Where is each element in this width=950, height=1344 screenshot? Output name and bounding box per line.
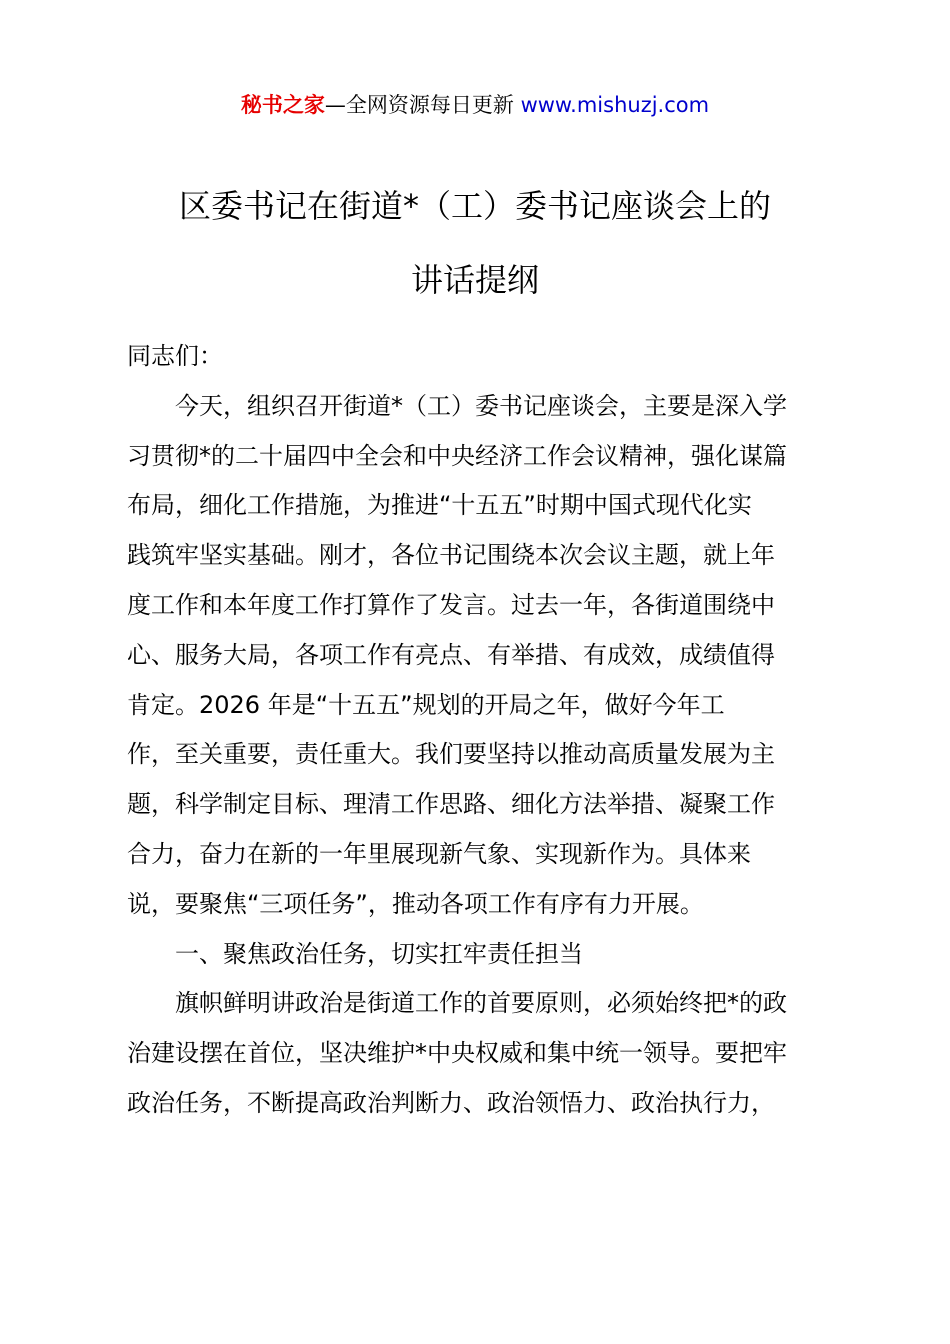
paragraph-line: 度工作和本年度工作打算作了发言。过去一年，各街道围绕中 xyxy=(127,590,775,619)
section-heading: 一、聚焦政治任务，切实扛牢责任担当 xyxy=(175,939,583,968)
paragraph-line: 政治任务，不断提高政治判断力、政治领悟力、政治执行力， xyxy=(127,1088,775,1117)
paragraph-line: 心、服务大局，各项工作有亮点、有举措、有成效，成绩值得 xyxy=(127,640,775,669)
paragraph-line: 题，科学制定目标、理清工作思路、细化方法举措、凝聚工作 xyxy=(127,790,775,819)
site-header xyxy=(0,88,950,122)
document-title-line-1: 区委书记在街道*（工）委书记座谈会上的 xyxy=(178,187,771,225)
brand-name: 秘书之家 xyxy=(240,93,325,117)
paragraph-line: 践筑牢坚实基础。刚才，各位书记围绕本次会议主题，就上年 xyxy=(127,541,775,570)
document-title-line-2: 讲话提纲 xyxy=(410,261,539,299)
paragraph-line: 习贯彻*的二十届四中全会和中央经济工作会议精神，强化谋篇 xyxy=(127,441,787,470)
paragraph-line: 旗帜鲜明讲政治是街道工作的首要原则，必须始终把*的政 xyxy=(175,989,787,1018)
paragraph-line: 肯定。2026 年是“十五五”规划的开局之年，做好今年工 xyxy=(127,690,725,719)
paragraph-line: 作，至关重要，责任重大。我们要坚持以推动高质量发展为主 xyxy=(127,740,775,769)
paragraph-line: 合力，奋力在新的一年里展现新气象、实现新作为。具体来 xyxy=(127,839,751,868)
paragraph-line: 治建设摆在首位，坚决维护*中央权威和集中统一领导。要把牢 xyxy=(127,1039,787,1068)
site-url-link[interactable]: www.mishuzj.com xyxy=(520,93,710,117)
document-body xyxy=(127,335,847,1132)
paragraph-line: 布局，细化工作措施，为推进“十五五”时期中国式现代化实 xyxy=(127,491,752,520)
paragraph-line: 今天，组织召开街道*（工）委书记座谈会，主要是深入学 xyxy=(175,391,787,420)
salutation: 同志们： xyxy=(127,342,223,370)
paragraph-line: 说，要聚焦“三项任务”，推动各项工作有序有力开展。 xyxy=(127,889,704,918)
header-tagline: —全网资源每日更新 xyxy=(324,93,514,117)
